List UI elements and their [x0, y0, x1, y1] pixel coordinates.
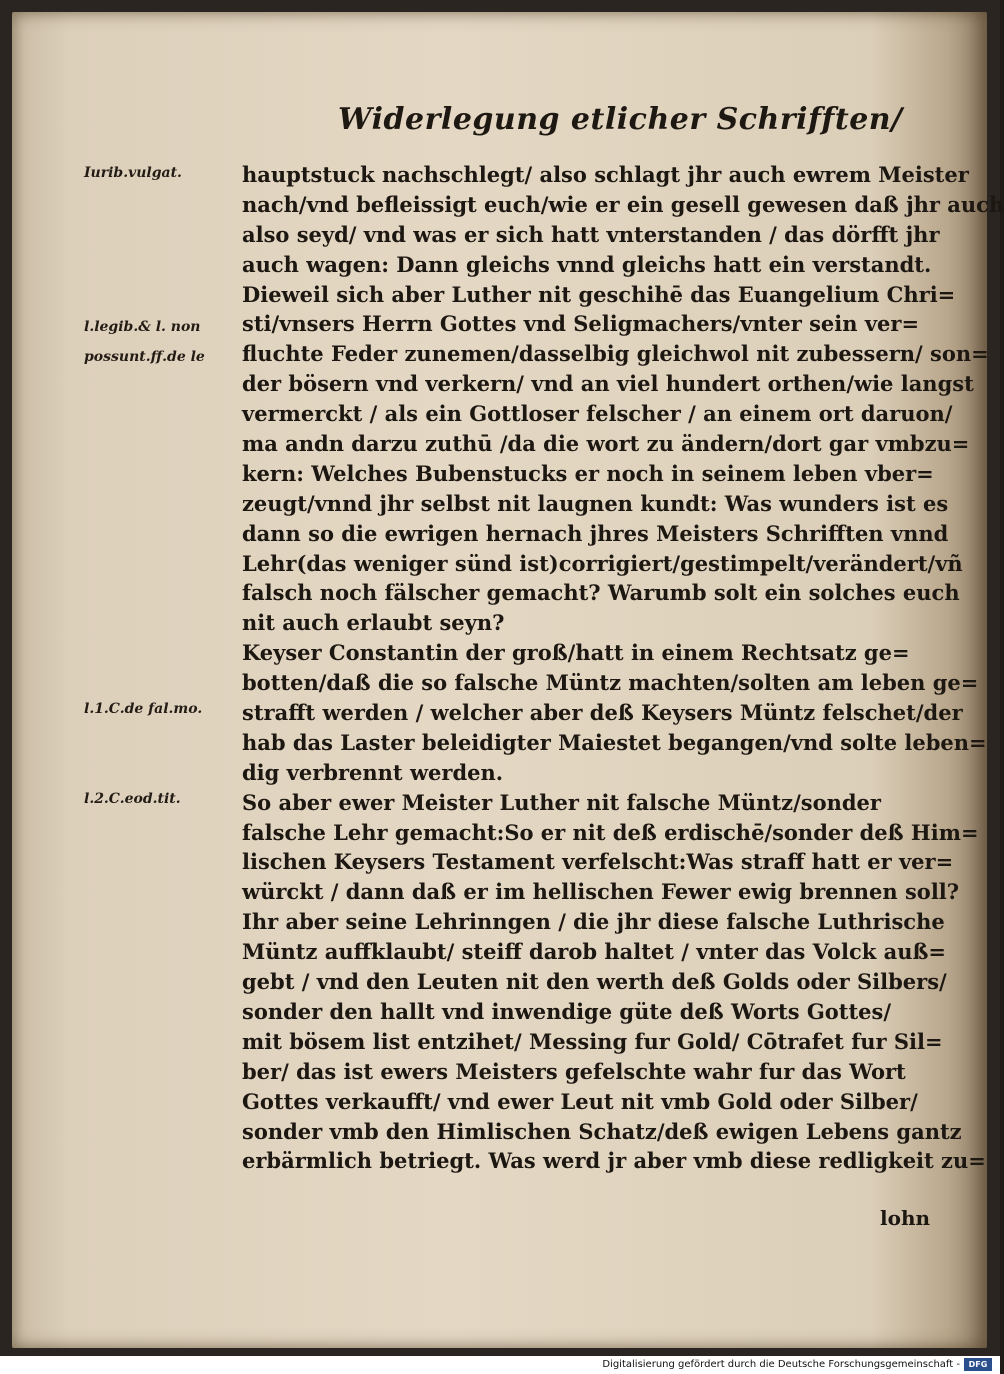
- text-line: Lehr(das weniger sünd ist)corrigiert/gestimpelt/verändert/vñ: [242, 550, 963, 576]
- text-line: lischen Keysers Testament verfelscht:Was straff hatt er ver=: [242, 849, 954, 875]
- margin-note: Iurib.vulgat.: [84, 165, 182, 181]
- body-text: [242, 160, 1004, 1176]
- text-line: kern: Welches Bubenstucks er noch in seinem leben vber=: [242, 460, 934, 486]
- text-line: Keyser Constantin der groß/hatt in einem Rechtsatz ge=: [242, 640, 910, 666]
- text-line: ber/ das ist ewers Meisters gefelschte wahr fur das Wort: [242, 1058, 906, 1084]
- text-line: falsch noch fälscher gemacht? Warumb solt ein solches euch: [242, 580, 960, 606]
- text-line: Ihr aber seine Lehrinngen / die jhr diese falsche Luthrische: [242, 909, 945, 935]
- text-line: zeugt/vnnd jhr selbst nit laugnen kundt: Was wunders ist es: [242, 490, 949, 516]
- text-line: sonder den hallt vnd inwendige güte deß Worts Gottes/: [242, 998, 892, 1024]
- text-line: So aber ewer Meister Luther nit falsche Müntz/sonder: [242, 789, 881, 815]
- text-line: dig verbrennt werden.: [242, 759, 504, 785]
- text-line: strafft werden / welcher aber deß Keysers Müntz felschet/der: [242, 700, 963, 726]
- dfg-logo: DFG: [964, 1358, 992, 1371]
- text-line: Gottes verkaufft/ vnd ewer Leut nit vmb Gold oder Silber/: [242, 1088, 918, 1114]
- text-line: nit auch erlaubt seyn?: [242, 610, 505, 636]
- margin-note: l.2.C.eod.tit.: [84, 791, 181, 807]
- text-line: fluchte Feder zunemen/dasselbig gleichwol nit zubessern/ son=: [242, 341, 989, 367]
- text-line: falsche Lehr gemacht:So er nit deß erdischē/sonder deß Him=: [242, 819, 979, 845]
- margin-note: l.legib.& l. non: [84, 319, 201, 335]
- text-line: dann so die ewrigen hernach jhres Meisters Schrifften vnnd: [242, 520, 949, 546]
- text-line: Dieweil sich aber Luther nit geschihē das Euangelium Chri=: [242, 281, 956, 307]
- funding-credit: Digitalisierung gefördert durch die Deutsche Forschungsgemeinschaft -: [602, 1359, 960, 1370]
- text-line: sonder vmb den Himlischen Schatz/deß ewigen Lebens gantz: [242, 1118, 962, 1144]
- text-line: vermerckt / als ein Gottloser felscher / an einem ort daruon/: [242, 401, 953, 427]
- text-line: würckt / dann daß er im hellischen Fewer ewig brennen soll?: [242, 879, 960, 905]
- text-line: sti/vnsers Herrn Gottes vnd Seligmachers/vnter sein ver=: [242, 311, 920, 337]
- text-line: auch wagen: Dann gleichs vnnd gleichs hatt ein verstandt.: [242, 251, 932, 277]
- margin-note: l.1.C.de fal.mo.: [84, 701, 203, 717]
- text-line: der bösern vnd verkern/ vnd an viel hundert orthen/wie langst: [242, 371, 974, 397]
- text-line: hauptstuck nachschlegt/ also schlagt jhr auch ewrem Meister: [242, 162, 969, 187]
- text-line: Müntz auffklaubt/ steiff darob haltet / vnter das Volck auß=: [242, 939, 947, 965]
- text-line: nach/vnd befleissigt euch/wie er ein gesell gewesen daß jhr auch: [242, 191, 1004, 217]
- text-line: hab das Laster beleidigter Maiestet begangen/vnd solte leben=: [242, 729, 987, 755]
- text-line: mit bösem list entzihet/ Messing fur Gold/ Cōtrafet fur Sil=: [242, 1028, 943, 1054]
- text-line: gebt / vnd den Leuten nit den werth deß Golds oder Silbers/: [242, 969, 947, 995]
- catchword: lohn: [880, 1206, 931, 1230]
- text-line: also seyd/ vnd was er sich hatt vnterstanden / das dörfft jhr: [242, 221, 940, 247]
- text-line: erbärmlich betriegt. Was werd jr aber vmb diese redligkeit zu=: [242, 1148, 986, 1174]
- text-line: ma andn darzu zuthū /da die wort zu ändern/dort gar vmbzu=: [242, 431, 970, 457]
- margin-note: possunt.ff.de le: [84, 349, 205, 365]
- running-header: Widerlegung etlicher Schrifften/: [338, 102, 903, 137]
- text-line: botten/daß die so falsche Müntz machten/solten am leben ge=: [242, 670, 979, 696]
